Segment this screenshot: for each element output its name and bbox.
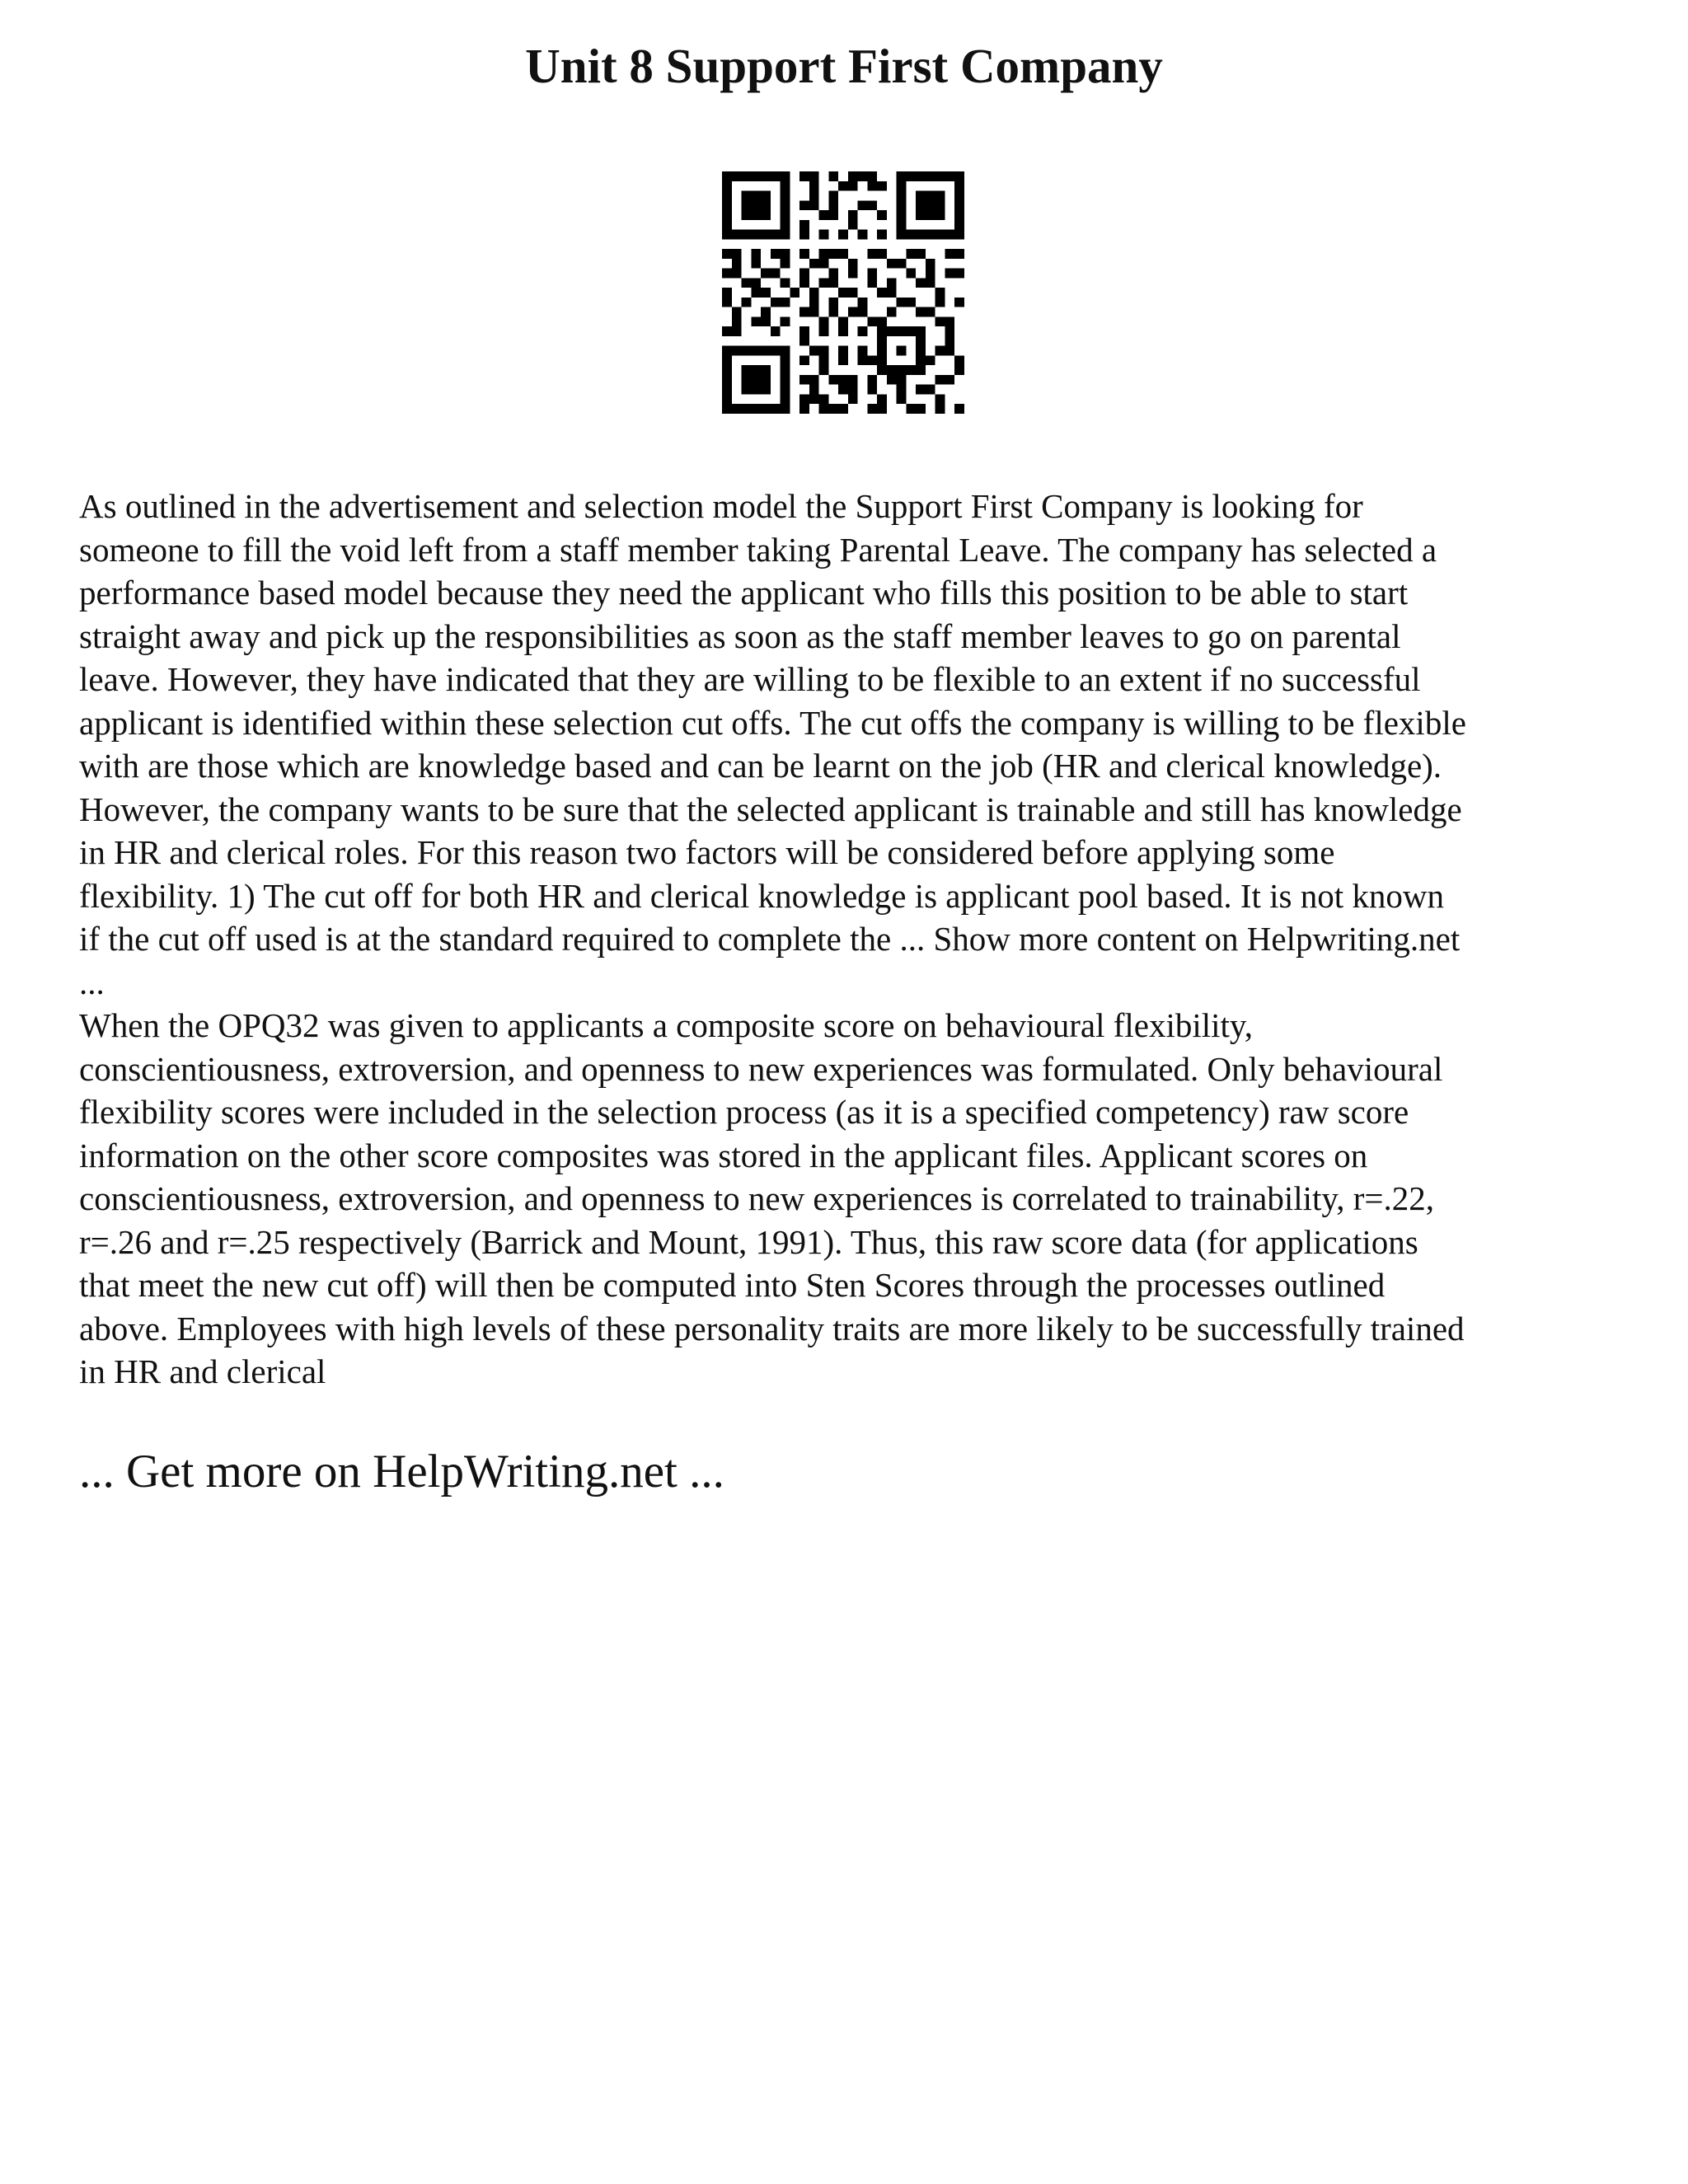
get-more-link[interactable]: ... Get more on HelpWriting.net ...	[79, 1446, 724, 1497]
paragraph-2: When the OPQ32 was given to applicants a composite score on behavioural flexibility, conscientiousness, extroversion, and openness to new experiences was formulated. Only behavioural flexibility scores were included in the selection process (as it is a specified competency) raw score information on the other score composites was stored in the applicant files. Applicant scores on conscientiousness, extroversion, and openness to new experiences is correlated to trainability, r=.22, r=.26 and r=.25 respectively (Barrick and Mount, 1991). Thus, this raw score data (for applications that meet the new cut off) will then be computed into Sten Scores through the processes outlined above. Employees with high levels of these personality traits are more likely to be successfully trained in HR and clerical	[79, 1006, 1465, 1390]
document-title: Unit 8 Support First Company	[525, 39, 1163, 93]
paragraph-1: As outlined in the advertisement and selection model the Support First Company is looking for someone to fill the void left from a staff member taking Parental Leave. The company has selected a performance based model because they need the applicant who fills this position to be able to start straight away and pick up the responsibilities as soon as the staff member leaves to go on parental leave. However, they have indicated that they are willing to be flexible to an extent if no successful applicant is identified within these selection cut offs. The cut offs the company is willing to be flexible with are those which are knowledge based and can be learnt on the job (HR and clerical knowledge). However, the company wants to be sure that the selected applicant is trainable and still has knowledge in HR and clerical roles. For this reason two factors will be considered before applying some flexibility. 1) The cut off for both HR and clerical knowledge is applicant pool based. It is not known if the cut off used is at the standard required to complete the ... Show more content on Helpwriting.net ...	[79, 487, 1466, 1001]
qr-code-icon	[722, 171, 964, 414]
document-body	[79, 485, 1629, 1394]
